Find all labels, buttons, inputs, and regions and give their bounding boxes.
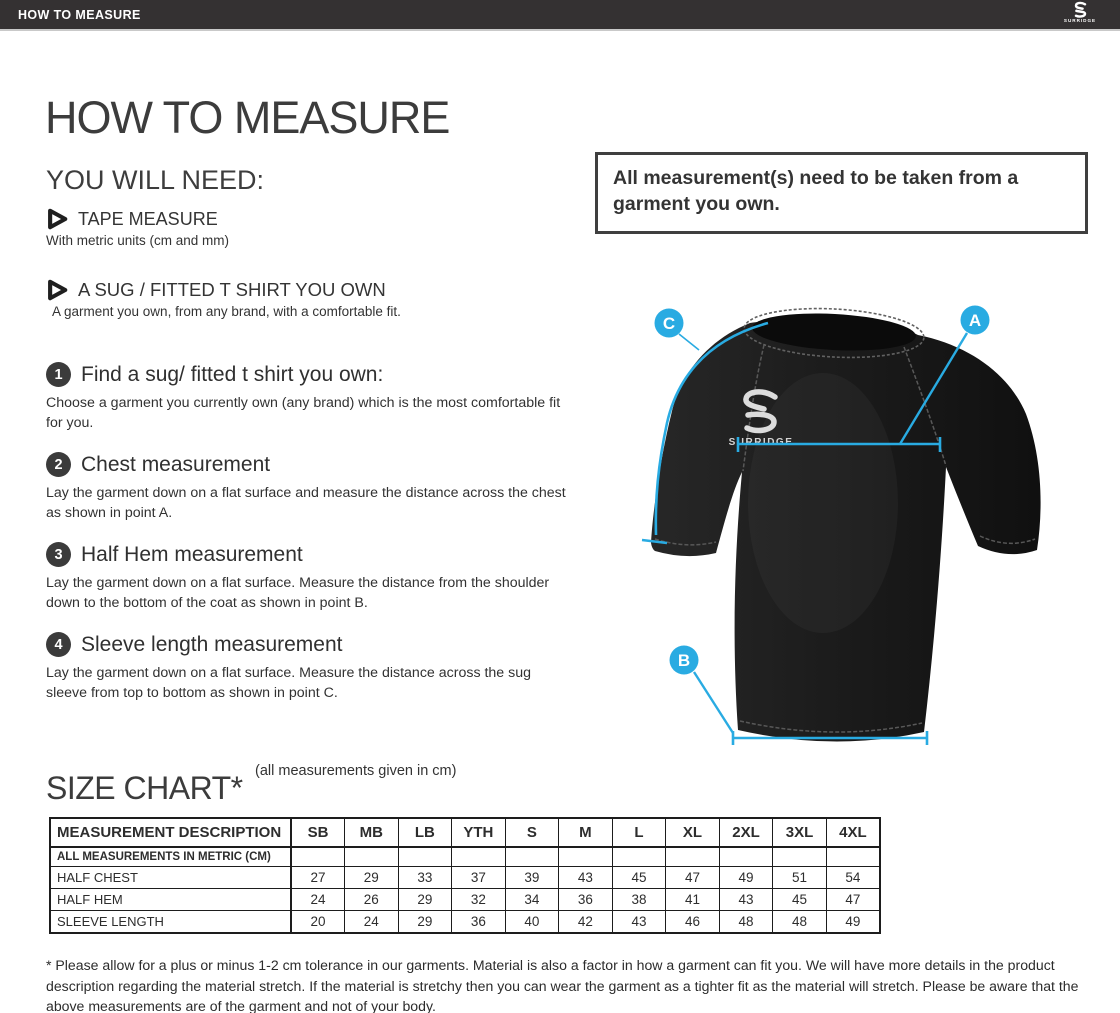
step-description: Lay the garment down on a flat surface. Measure the distance across the sug sleeve from top to bottom as shown in point C. — [46, 665, 532, 702]
size-column-header: 3XL — [773, 818, 827, 847]
measurement-value-cell: 37 — [452, 867, 506, 889]
empty-cell — [612, 847, 666, 867]
measurement-value-cell: 45 — [773, 889, 827, 911]
measurement-value-cell: 47 — [826, 889, 880, 911]
size-table-row — [50, 911, 880, 934]
label-b-badge — [670, 646, 699, 675]
surridge-wordmark: SURRIDGE — [1063, 18, 1097, 23]
empty-cell — [773, 847, 827, 867]
measurement-value-cell: 39 — [505, 867, 559, 889]
tolerance-footnote: * Please allow for a plus or minus 1-2 cm tolerance in our garments. Material is also a factor in how a garment can fit you. We will have more details in the product description regarding the material stretch. If the material is stretchy then you can wear the garment as a tighter fit as the material will stretch. Please be aware that the above measurements are of the garment and not of your body. — [46, 957, 1079, 1013]
measurement-note-box — [595, 152, 1088, 234]
measurement-note-text: All measurement(s) need to be taken from a garment you own. — [613, 167, 1019, 215]
empty-cell — [291, 847, 345, 867]
measurement-value-cell: 42 — [559, 911, 613, 934]
size-column-header: LB — [398, 818, 452, 847]
size-column-header: 4XL — [826, 818, 880, 847]
surridge-logo — [1050, 1, 1110, 23]
page-title: HOW TO MEASURE — [45, 92, 450, 144]
empty-cell — [398, 847, 452, 867]
measurement-value-cell: 36 — [559, 889, 613, 911]
empty-cell — [666, 847, 720, 867]
empty-cell — [559, 847, 613, 867]
measurement-row-label: HALF HEM — [50, 889, 291, 911]
measurement-value-cell: 51 — [773, 867, 827, 889]
shirt-measurement-diagram — [598, 283, 1110, 783]
step-title: Find a sug/ fitted t shirt you own: — [81, 362, 384, 386]
you-will-need-heading: YOU WILL NEED: — [46, 165, 265, 196]
step-4 — [46, 632, 576, 703]
label-b: B — [677, 651, 691, 670]
size-column-header: M — [559, 818, 613, 847]
top-bar — [0, 0, 1120, 31]
step-number-badge: 2 — [46, 452, 71, 477]
size-chart-table — [49, 817, 881, 934]
measurement-value-cell: 27 — [291, 867, 345, 889]
empty-cell — [719, 847, 773, 867]
size-column-header: L — [612, 818, 666, 847]
step-title: Chest measurement — [81, 452, 271, 476]
measurement-value-cell: 47 — [666, 867, 720, 889]
surridge-s-icon — [1072, 1, 1089, 19]
measurement-value-cell: 43 — [612, 911, 666, 934]
measurement-row-label: HALF CHEST — [50, 867, 291, 889]
size-table-row — [50, 889, 880, 911]
size-table-body — [50, 847, 880, 933]
play-triangle-icon — [46, 208, 68, 230]
measurement-value-cell: 36 — [452, 911, 506, 934]
measurement-value-cell: 29 — [345, 867, 399, 889]
label-a: A — [968, 311, 982, 330]
measurement-value-cell: 54 — [826, 867, 880, 889]
need-item-tape-measure — [46, 208, 229, 248]
size-column-header: SB — [291, 818, 345, 847]
step-number-badge: 3 — [46, 542, 71, 567]
measurement-value-cell: 41 — [666, 889, 720, 911]
measurement-value-cell: 32 — [452, 889, 506, 911]
empty-cell — [452, 847, 506, 867]
size-chart-heading: SIZE CHART* — [46, 769, 243, 806]
measurement-value-cell: 24 — [345, 911, 399, 934]
step-2 — [46, 452, 576, 523]
measurement-value-cell: 29 — [398, 889, 452, 911]
step-description: Lay the garment down on a flat surface. Measure the distance from the shoulder down to the bottom of the coat as shown in point B. — [46, 575, 550, 612]
metric-units-row — [50, 847, 880, 867]
measurement-value-cell: 26 — [345, 889, 399, 911]
shirt-image — [651, 304, 1041, 741]
measurement-value-cell: 34 — [505, 889, 559, 911]
step-number-badge: 4 — [46, 632, 71, 657]
shirt-logo-wordmark: SURRIDGE — [728, 437, 794, 448]
measurement-value-cell: 24 — [291, 889, 345, 911]
empty-cell — [826, 847, 880, 867]
empty-cell — [345, 847, 399, 867]
need-item-label: A SUG / FITTED T SHIRT YOU OWN — [78, 279, 386, 300]
size-chart-subheading: (all measurements given in cm) — [255, 763, 457, 779]
measurement-value-cell: 48 — [773, 911, 827, 934]
step-description: Lay the garment down on a flat surface and measure the distance across the chest as shown in point A. — [46, 485, 566, 522]
step-number-badge: 1 — [46, 362, 71, 387]
measurement-value-cell: 20 — [291, 911, 345, 934]
metric-units-label: ALL MEASUREMENTS IN METRIC (CM) — [50, 847, 291, 867]
step-3 — [46, 542, 576, 613]
measurement-value-cell: 43 — [559, 867, 613, 889]
measurement-value-cell: 49 — [719, 867, 773, 889]
measurement-value-cell: 38 — [612, 889, 666, 911]
label-c-badge — [655, 309, 684, 338]
need-item-description: A garment you own, from any brand, with a comfortable fit. — [52, 304, 401, 319]
top-bar-title: HOW TO MEASURE — [18, 7, 141, 22]
play-triangle-icon — [46, 279, 68, 301]
step-title: Sleeve length measurement — [81, 632, 343, 656]
measurement-value-cell: 45 — [612, 867, 666, 889]
empty-cell — [505, 847, 559, 867]
measurement-value-cell: 49 — [826, 911, 880, 934]
measurement-row-label: SLEEVE LENGTH — [50, 911, 291, 934]
size-column-header: YTH — [452, 818, 506, 847]
size-column-header: MB — [345, 818, 399, 847]
measurement-value-cell: 29 — [398, 911, 452, 934]
size-column-header: S — [505, 818, 559, 847]
measurement-description-header: MEASUREMENT DESCRIPTION — [50, 818, 291, 847]
measurement-value-cell: 48 — [719, 911, 773, 934]
size-table-row — [50, 867, 880, 889]
measurement-value-cell: 46 — [666, 911, 720, 934]
size-table-head-row — [50, 818, 880, 847]
measurement-value-cell: 33 — [398, 867, 452, 889]
size-column-header: XL — [666, 818, 720, 847]
need-item-label: TAPE MEASURE — [78, 208, 218, 229]
measurement-value-cell: 43 — [719, 889, 773, 911]
step-title: Half Hem measurement — [81, 542, 303, 566]
label-c: C — [662, 314, 676, 333]
measurement-value-cell: 40 — [505, 911, 559, 934]
label-a-badge — [961, 306, 990, 335]
need-item-t-shirt — [46, 279, 401, 319]
step-description: Choose a garment you currently own (any brand) which is the most comfortable fit for you. — [46, 395, 561, 432]
size-column-header: 2XL — [719, 818, 773, 847]
need-item-description: With metric units (cm and mm) — [46, 233, 230, 248]
step-1 — [46, 362, 576, 433]
